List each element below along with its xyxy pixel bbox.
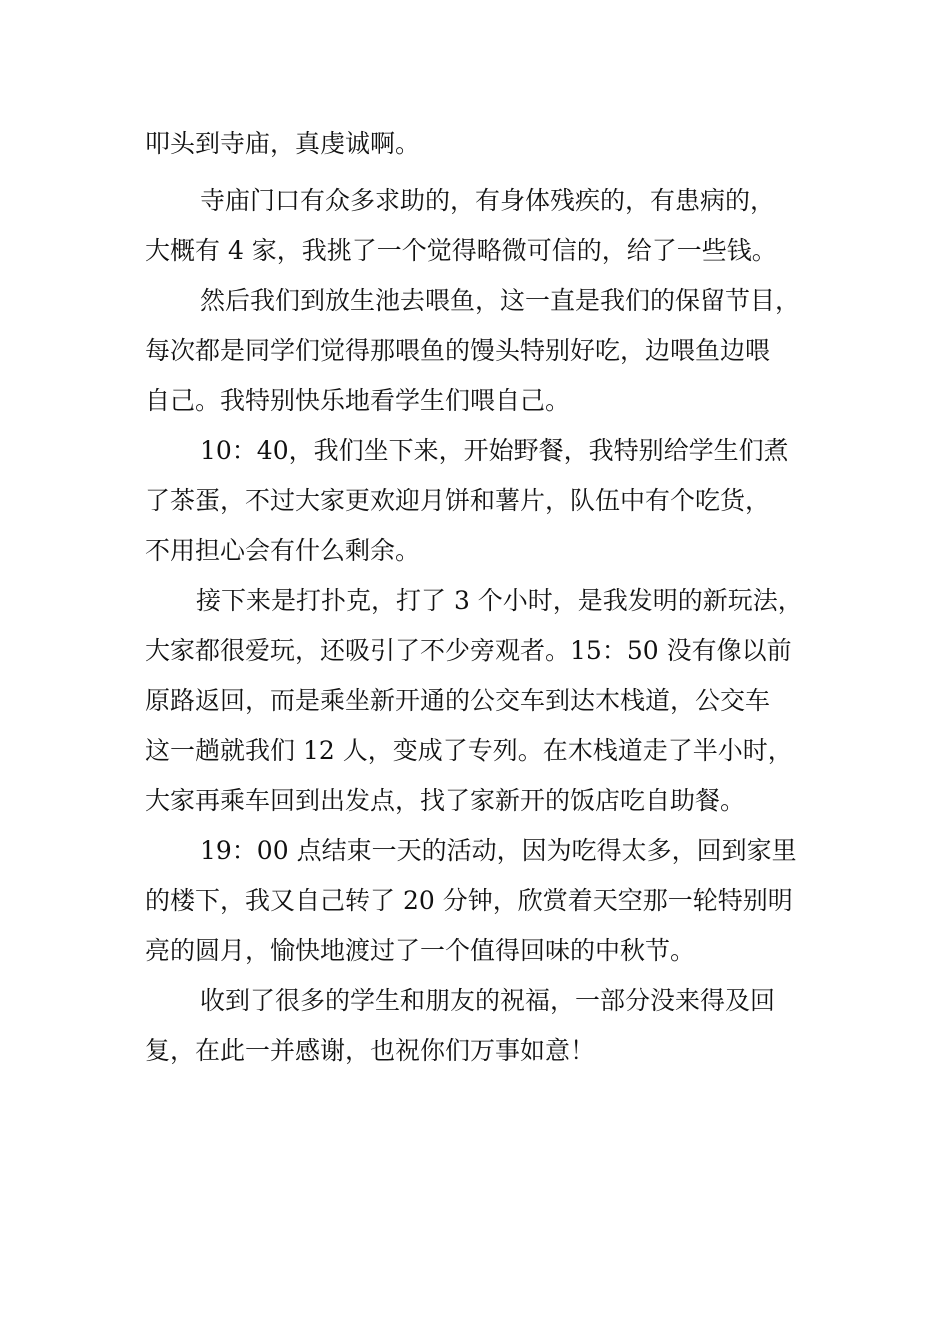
text-line: 大家都很爱玩，还吸引了不少旁观者。15：50 没有像以前	[145, 636, 792, 665]
paragraph-first-line: 10：40，我们坐下来，开始野餐，我特别给学生们煮	[200, 436, 789, 465]
paragraph-first-line: 收到了很多的学生和朋友的祝福，一部分没来得及回	[200, 986, 776, 1015]
text-line: 大概有 4 家，我挑了一个觉得略微可信的，给了一些钱。	[145, 236, 777, 265]
text-line: 了茶蛋，不过大家更欢迎月饼和薯片，队伍中有个吃货，	[145, 486, 771, 515]
text-line: 自己。我特别快乐地看学生们喂自己。	[145, 386, 571, 415]
text-line: 的楼下，我又自己转了 20 分钟，欣赏着天空那一轮特别明	[145, 886, 793, 915]
text-line: 每次都是同学们觉得那喂鱼的馒头特别好吃，边喂鱼边喂	[145, 336, 771, 365]
text-line: 大家再乘车回到出发点，找了家新开的饭店吃自助餐。	[145, 786, 746, 815]
paragraph-first-line: 然后我们到放生池去喂鱼，这一直是我们的保留节目，	[200, 286, 801, 315]
paragraph-first-line: 19：00 点结束一天的活动，因为吃得太多，回到家里	[200, 836, 797, 865]
text-line: 这一趟就我们 12 人，变成了专列。在木栈道走了半小时，	[145, 736, 793, 765]
text-line: 叩头到寺庙，真虔诚啊。	[145, 129, 421, 158]
paragraph-first-line: 寺庙门口有众多求助的，有身体残疾的，有患病的，	[200, 186, 776, 215]
text-line: 亮的圆月，愉快地渡过了一个值得回味的中秋节。	[145, 936, 696, 965]
paragraph-first-line: 接下来是打扑克，打了 3 个小时，是我发明的新玩法，	[196, 586, 803, 615]
text-line: 不用担心会有什么剩余。	[145, 536, 421, 565]
text-line: 复，在此一并感谢，也祝你们万事如意！	[145, 1036, 596, 1065]
text-line: 原路返回，而是乘坐新开通的公交车到达木栈道，公交车	[145, 686, 771, 715]
